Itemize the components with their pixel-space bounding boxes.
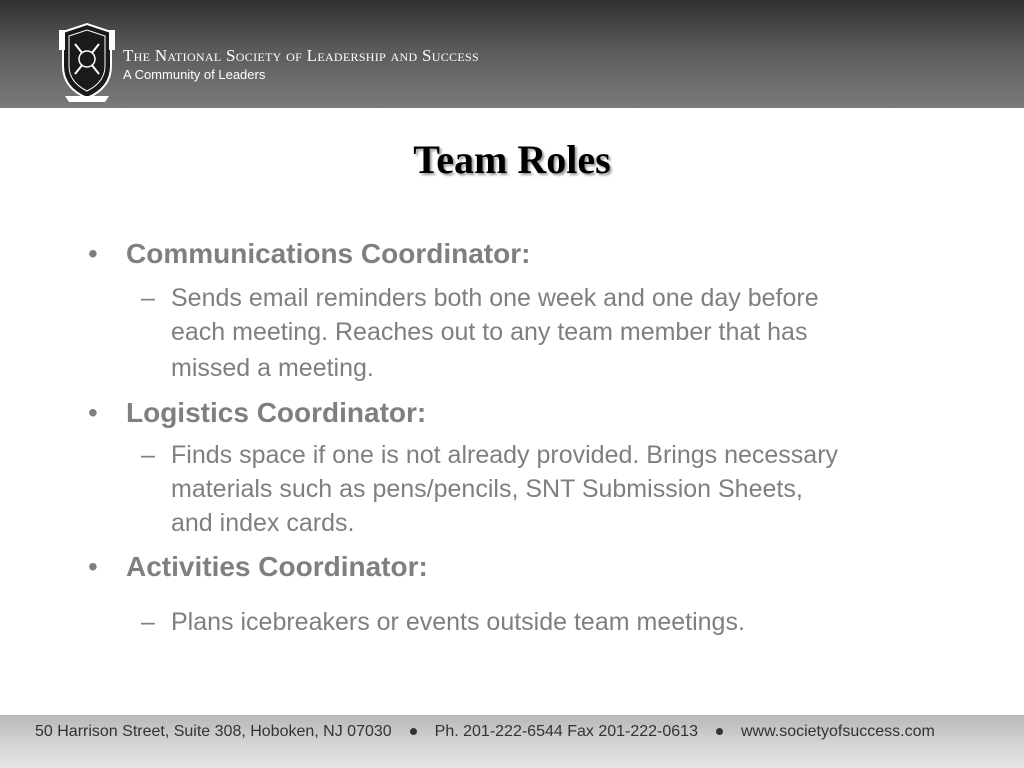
role-description-line: Sends email reminders both one week and one day before [171,284,819,312]
footer-phone: Ph. 201-222-6544 Fax 201-222-0613 [434,723,698,740]
dash-marker: – [141,284,155,312]
role-description-line: Finds space if one is not already provided. Brings necessary [171,441,839,469]
separator-dot-icon [716,728,723,735]
role-heading-communications: Communications Coordinator: [126,238,531,269]
bullet-marker: • [88,238,98,269]
dash-marker: – [141,608,155,636]
slide-title: Team Roles [413,137,611,182]
slide-footer [0,715,1024,768]
footer-website: www.societyofsuccess.com [740,723,935,740]
org-tagline: A Community of Leaders [123,67,266,82]
role-heading-logistics: Logistics Coordinator: [126,397,427,428]
org-name: The National Society of Leadership and Success [123,46,479,65]
slide-header [0,0,1024,108]
nsls-crest-icon [55,22,119,104]
bullet-marker: • [88,551,98,582]
role-description-line: each meeting. Reaches out to any team member that has [171,318,808,346]
role-description-line: Plans icebreakers or events outside team meetings. [171,608,745,636]
footer-contact [35,723,935,741]
role-description-line: missed a meeting. [171,354,374,382]
role-description-line: materials such as pens/pencils, SNT Submission Sheets, [171,475,803,503]
separator-dot-icon [410,728,417,735]
dash-marker: – [141,441,155,469]
role-description-line: and index cards. [171,509,355,537]
footer-address: 50 Harrison Street, Suite 308, Hoboken, NJ 07030 [35,723,392,740]
bullet-marker: • [88,397,98,428]
role-heading-activities: Activities Coordinator: [126,551,428,582]
